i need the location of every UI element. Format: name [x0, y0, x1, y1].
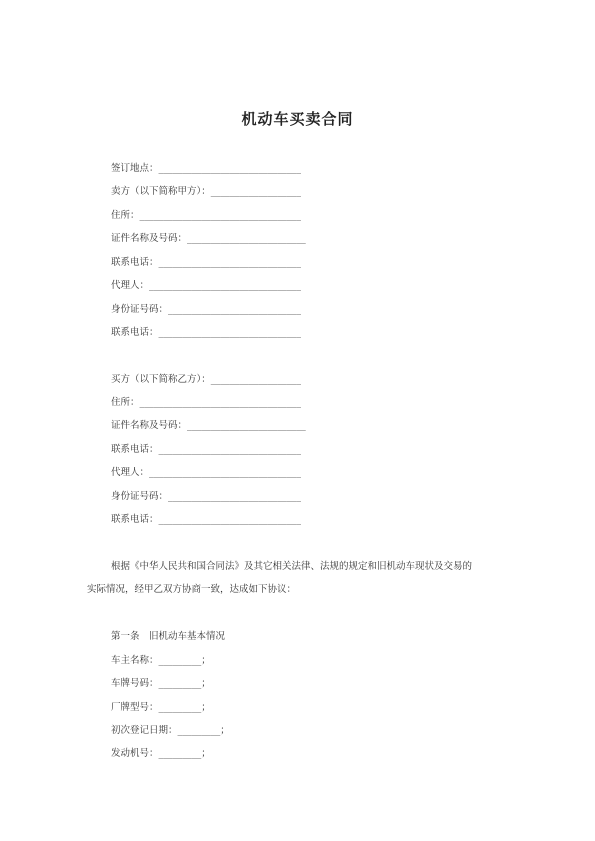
field-buyer-address: 住所：__________________________________: [111, 397, 302, 408]
field-buyer-phone: 联系电话：______________________________: [111, 444, 302, 455]
field-seller-id: 证件名称及号码：_________________________: [111, 233, 306, 244]
preamble-line-1: 根据《中华人民共和国合同法》及其它相关法律、法规的规定和旧机动车现状及交易的: [111, 561, 473, 572]
field-seller-party: 卖方（以下简称甲方）：___________________: [111, 186, 302, 197]
field-first-registration-date: 初次登记日期：_________；: [111, 725, 230, 736]
field-buyer-party: 买方（以下简称乙方）：___________________: [111, 374, 302, 385]
field-signing-place: 签订地点：______________________________: [111, 163, 302, 174]
field-brand-model: 厂牌型号：_________；: [111, 702, 211, 713]
article-1-heading: 第一条 旧机动车基本情况: [111, 631, 226, 642]
field-engine-number: 发动机号：_________；: [111, 748, 211, 759]
field-buyer-id: 证件名称及号码：_________________________: [111, 420, 306, 431]
field-buyer-agent-phone: 联系电话：______________________________: [111, 514, 302, 525]
field-owner-name: 车主名称：_________；: [111, 655, 211, 666]
field-seller-address: 住所：__________________________________: [111, 210, 302, 221]
field-seller-phone: 联系电话：______________________________: [111, 257, 302, 268]
preamble-line-2: 实际情况，经甲乙双方协商一致，达成如下协议：: [87, 584, 297, 595]
page-title: 机动车买卖合同: [241, 110, 354, 128]
field-seller-agent-phone: 联系电话：______________________________: [111, 327, 302, 338]
field-plate-number: 车牌号码：_________；: [111, 678, 211, 689]
field-seller-agent: 代理人：________________________________: [111, 280, 302, 291]
field-buyer-agent: 代理人：________________________________: [111, 467, 302, 478]
field-seller-agent-id: 身份证号码：____________________________: [111, 304, 302, 315]
field-buyer-agent-id: 身份证号码：____________________________: [111, 491, 302, 502]
